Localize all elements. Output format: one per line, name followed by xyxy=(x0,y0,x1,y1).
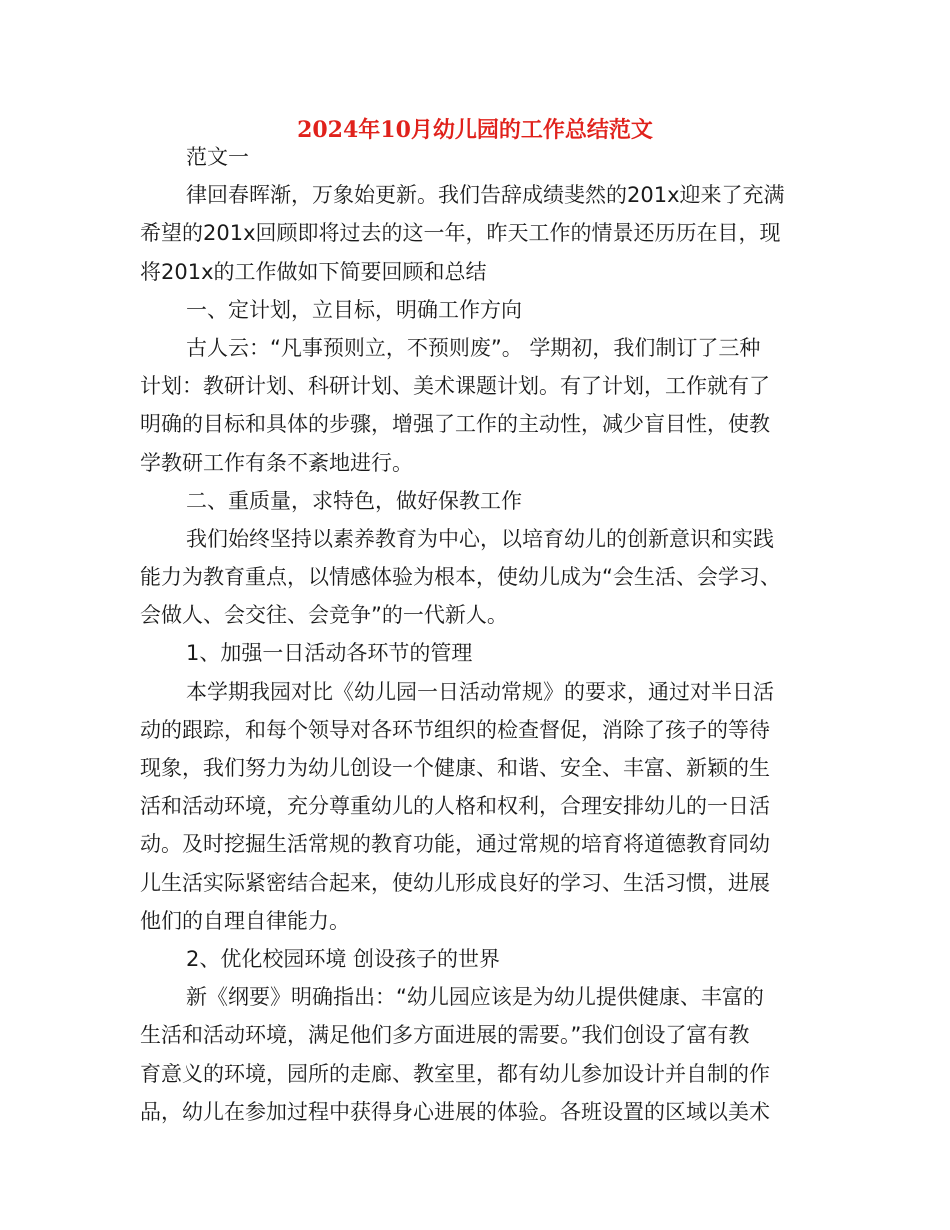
text-line: 古人云：“凡事预则立，不预则废”。 学期初，我们制订了三种 xyxy=(186,335,761,360)
text-line: 将201x的工作做如下简要回顾和总结 xyxy=(140,259,487,284)
text-line: 本学期我园对比《幼儿园一日活动常规》的要求，通过对半日活 xyxy=(186,679,774,704)
text-line: 2、优化校园环境 创设孩子的世界 xyxy=(186,946,501,971)
text-line: 一、定计划，立目标，明确工作方向 xyxy=(186,297,522,322)
text-line: 动。及时挖掘生活常规的教育功能，通过常规的培育将道德教育同幼 xyxy=(140,832,770,857)
document-title: 2024年10月幼儿园的工作总结范文 xyxy=(297,117,653,143)
text-line: 生活和活动环境，满足他们多方面进展的需要。”我们创设了富有教 xyxy=(140,1023,750,1048)
text-line: 计划：教研计划、科研计划、美术课题计划。有了计划，工作就有了 xyxy=(140,374,770,399)
text-line: 能力为教育重点，以情感体验为根本，使幼儿成为“会生活、会学习、 xyxy=(140,565,781,590)
text-line: 希望的201x回顾即将过去的这一年，昨天工作的情景还历历在目，现 xyxy=(140,221,781,246)
text-line: 明确的目标和具体的步骤，增强了工作的主动性，减少盲目性，使教 xyxy=(140,412,770,437)
text-line: 儿生活实际紧密结合起来，使幼儿形成良好的学习、生活习惯，进展 xyxy=(140,870,770,895)
text-line: 新《纲要》明确指出：“幼儿园应该是为幼儿提供健康、丰富的 xyxy=(186,985,764,1010)
text-line: 二、重质量，求特色，做好保教工作 xyxy=(186,488,522,513)
document-body xyxy=(140,138,810,1131)
text-line: 会做人、会交往、会竞争”的一代新人。 xyxy=(140,603,508,628)
text-line: 动的跟踪，和每个领导对各环节组织的检查督促，消除了孩子的等待 xyxy=(140,717,770,742)
text-line: 品，幼儿在参加过程中获得身心进展的体验。各班设置的区域以美术 xyxy=(140,1099,770,1124)
text-line: 育意义的环境，园所的走廊、教室里，都有幼儿参加设计并自制的作 xyxy=(140,1061,770,1086)
text-line: 学教研工作有条不紊地进行。 xyxy=(140,450,413,475)
text-line: 我们始终坚持以素养教育为中心，以培育幼儿的创新意识和实践 xyxy=(186,526,774,551)
text-line: 律回春晖渐，万象始更新。我们告辞成绩斐然的201x迎来了充满 xyxy=(186,183,785,208)
text-line: 活和活动环境，充分尊重幼儿的人格和权利，合理安排幼儿的一日活 xyxy=(140,794,770,819)
text-line: 现象，我们努力为幼儿创设一个健康、和谐、安全、丰富、新颖的生 xyxy=(140,756,770,780)
text-line: 他们的自理自律能力。 xyxy=(140,908,350,933)
text-line: 1、加强一日活动各环节的管理 xyxy=(186,641,473,666)
text-line: 范文一 xyxy=(186,145,249,169)
